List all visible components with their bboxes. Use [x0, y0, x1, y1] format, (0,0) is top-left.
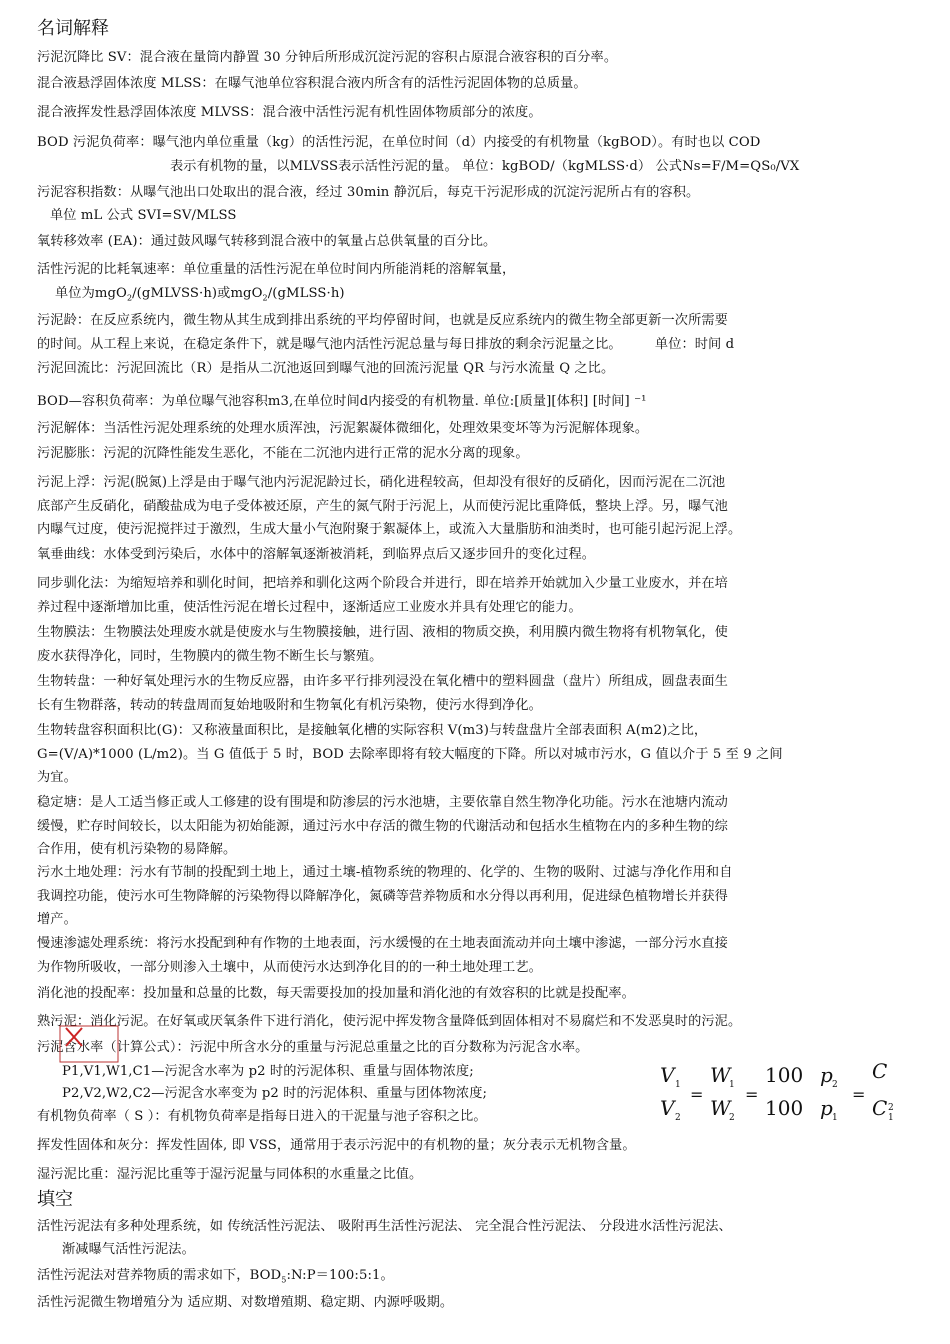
definition-slow-rate-2: 为作物所吸收，一部分则渗入土壤中，从而使污水达到净化目的的一种土地处理工艺。 [37, 960, 542, 975]
definition-return-ratio: 污泥回流比：污泥回流比（R）是指从二沉池返回到曝气池的回流污泥量 QR 与污水流量 Q 之比。 [37, 361, 615, 376]
section-heading-fill: 填空 [37, 1189, 73, 1210]
svg-text:1: 1 [888, 1113, 894, 1123]
definition-pond-1: 稳定塘：是人工适当修正或人工修建的设有围堤和防渗层的污水池塘，主要依靠自然生物净化功能。污水在池塘内流动 [37, 795, 728, 810]
svg-text:W: W [710, 1063, 731, 1087]
red-cross-mark-icon [58, 1024, 128, 1064]
svg-text:=: = [690, 1085, 704, 1104]
svg-text:100: 100 [765, 1063, 804, 1087]
unit-or: 或 [217, 286, 231, 301]
svg-text:2: 2 [675, 1113, 681, 1123]
svg-text:100: 100 [765, 1096, 804, 1120]
definition-water-content-var1: P1,V1,W1,C1—污泥含水率为 p2 时的污泥体积、重量与固体物浓度; [62, 1064, 474, 1079]
definition-bod-load: BOD 污泥负荷率：曝气池内单位重量（kg）的活性污泥，在单位时间（d）内接受的有机物量（kgBOD）。有时也以 COD [37, 135, 761, 150]
definition-rising-3: 内曝气过度，使污泥搅拌过于激烈，生成大量小气泡附聚于絮凝体上，或流入大量脂肪和油类时，也可能引起污泥上浮。 [37, 522, 742, 537]
definition-oxygen-uptake-unit: 单位为mgO$_2$/(gMLVSS·h)或mgO$_2$/(gMLSS·h) [55, 286, 345, 303]
fill-line-1-cont: 渐减曝气活性污泥法。 [62, 1242, 195, 1257]
svg-text:C: C [872, 1096, 888, 1120]
definition-biofilm-1: 生物膜法：生物膜法处理废水就是使废水与生物膜接触，进行固、液相的物质交换，利用膜内微生物将有机物氧化，使 [37, 625, 728, 640]
svg-text:V: V [660, 1063, 675, 1087]
definition-acclimation-1: 同步驯化法：为缩短培养和驯化时间，把培养和驯化这两个阶段合并进行，即在培养开始就加入少量工业废水，并在培 [37, 576, 728, 591]
svg-text:2: 2 [832, 1080, 838, 1090]
definition-ea: 氧转移效率 (EA)：通过鼓风曝气转移到混合液中的氧量占总供氧量的百分比。 [37, 234, 497, 249]
svg-text:p: p [820, 1096, 833, 1120]
definition-oxygen-uptake: 活性污泥的比耗氧速率：单位重量的活性污泥在单位时间内所能消耗的溶解氧量， [37, 262, 516, 277]
definition-digested-sludge: 熟污泥：消化污泥。在好氧或厌氧条件下进行消化，使污泥中挥发物含量降低到固体相对不易腐烂和不发恶臭时的污泥。 [37, 1014, 742, 1029]
definition-digester-ratio: 消化池的投配率：投加量和总量的比数，每天需要投加的投加量和消化池的有效容积的比就是投配率。 [37, 986, 635, 1001]
definition-disintegration: 污泥解体：当活性污泥处理系统的处理水质浑浊，污泥絮凝体微细化，处理效果变坏等为污泥解体现象。 [37, 421, 649, 436]
definition-wet-density: 湿污泥比重：湿污泥比重等于湿污泥量与同体积的水重量之比值。 [37, 1167, 423, 1182]
svg-text:1: 1 [832, 1113, 838, 1123]
definition-sludge-age: 污泥龄：在反应系统内，微生物从其生成到排出系统的平均停留时间，也就是反应系统内的微生物全部更新一次所需要 [37, 313, 728, 328]
definition-rbc-ratio-1: 生物转盘容积面积比(G)：又称液量面积比，是接触氧化槽的实际容积 V(m3)与转盘盘片全部表面积 A(m2)之比， [37, 723, 708, 738]
definition-sv: 污泥沉降比 SV：混合液在量筒内静置 30 分钟后所形成沉淀污泥的容积占原混合液容积的百分率。 [37, 50, 618, 65]
section-heading-terms: 名词解释 [37, 18, 109, 39]
definition-biofilm-2: 废水获得净化，同时，生物膜内的微生物不断生长与繁殖。 [37, 649, 383, 664]
definition-water-content-var2: P2,V2,W2,C2—污泥含水率变为 p2 时的污泥体积、重量与团体物浓度; [62, 1086, 488, 1101]
definition-rbc-ratio-2: G=(V/A)*1000 (L/m2)。当 G 值低于 5 时，BOD 去除率即将有较大幅度的下降。所以对城市污水，G 值以介于 5 至 9 之间 [37, 747, 783, 762]
definition-acclimation-2: 养过程中逐渐增加比重，使活性污泥在增长过程中，逐渐适应工业废水并具有处理它的能力。 [37, 600, 582, 615]
definition-rbc-1: 生物转盘：一种好氧处理污水的生物反应器，由许多平行排列浸没在氧化槽中的塑料圆盘（盘片）所组成，圆盘表面生 [37, 674, 728, 689]
svg-text:1: 1 [729, 1080, 735, 1090]
svg-text:p: p [820, 1063, 833, 1087]
definition-volatile-solids: 挥发性固体和灰分：挥发性固体, 即 VSS，通常用于表示污泥中的有机物的量；灰分表示无机物含量。 [37, 1138, 636, 1153]
definition-pond-2: 缓慢，贮存时间较长，以太阳能为初始能源，通过污水中存活的微生物的代谢活动和包括水生植物在内的多种生物的综 [37, 819, 728, 834]
definition-sludge-age-cont: 的时间。从工程上来说，在稳定条件下，就是曝气池内活性污泥总量与每日排放的剩余污泥量之比。 单位：时间 d [37, 337, 735, 352]
definition-mlvss: 混合液挥发性悬浮固体浓度 MLVSS：混合液中活性污泥有机性固体物质部分的浓度。 [37, 105, 542, 120]
definition-svi: 污泥容积指数：从曝气池出口处取出的混合液，经过 30min 静沉后，每克干污泥形成的沉淀污泥所占有的容积。 [37, 185, 700, 200]
fill-line-1: 活性污泥法有多种处理系统，如 传统活性污泥法、 吸附再生活性污泥法、 完全混合性污泥法、 分段进水活性污泥法、 [37, 1219, 732, 1234]
definition-water-content: 污泥含水率（计算公式）：污泥中所含水分的重量与污泥总重量之比的百分数称为污泥含水率。 [37, 1040, 589, 1055]
fill-line-2-prefix: 活性污泥法对营养物质的需求如下，BOD [37, 1268, 282, 1283]
svg-text:2: 2 [888, 1103, 894, 1113]
definition-svi-unit: 单位 mL 公式 SVI=SV/MLSS [50, 208, 237, 223]
definition-land-2: 我调控功能，使污水可生物降解的污染物得以降解净化，氮磷等营养物质和水分得以再利用，促进绿色植物增长并获得 [37, 889, 728, 904]
definition-organic-load: 有机物负荷率（ S ）：有机物负荷率是指每日进入的干泥量与池子容积之比。 [37, 1109, 487, 1124]
definition-rising-1: 污泥上浮：污泥(脱氮)上浮是由于曝气池内污泥泥龄过长，硝化进程较高，但却没有很好的反硝化，因而污泥在二沉池 [37, 475, 726, 490]
fill-line-2: 活性污泥法对营养物质的需求如下，$BOD_5:N:P=100:5:1$。 [37, 1268, 394, 1285]
svg-text:=: = [852, 1085, 866, 1104]
definition-slow-rate-1: 慢速渗滤处理系统：将污水投配到种有作物的土地表面，污水缓慢的在土地表面流动并向土壤中渗滤，一部分污水直接 [37, 936, 728, 951]
svg-text:2: 2 [729, 1113, 735, 1123]
definition-bulking: 污泥膨胀：污泥的沉降性能发生恶化，不能在二沉池内进行正常的泥水分离的现象。 [37, 446, 529, 461]
water-content-formula [660, 1060, 900, 1130]
definition-land-3: 增产。 [37, 912, 77, 927]
definition-bod-load-cont: 表示有机物的量，以MLVSS表示活性污泥的量。 单位：kgBOD/（kgMLSS·d） 公式Ns=F/M=QS₀/VX [170, 159, 800, 174]
svg-text:W: W [710, 1096, 731, 1120]
unit-prefix: 单位为 [55, 286, 95, 301]
svg-text:C: C [872, 1060, 888, 1083]
svg-text:V: V [660, 1096, 675, 1120]
definition-rbc-ratio-3: 为宜。 [37, 770, 77, 785]
definition-rbc-2: 长有生物群落，转动的转盘周而复始地吸附和生物氧化有机污染物，使污水得到净化。 [37, 698, 542, 713]
svg-text:1: 1 [675, 1080, 681, 1090]
definition-volumetric-load: BOD—容积负荷率：为单位曝气池容积m3,在单位时间d内接受的有机物量. 单位:[质量][体积] [时间] ⁻¹ [37, 394, 647, 409]
fill-line-3: 活性污泥微生物增殖分为 适应期、对数增殖期、稳定期、内源呼吸期。 [37, 1295, 454, 1310]
definition-land-1: 污水土地处理：污水有节制的投配到土地上，通过土壤-植物系统的物理的、化学的、生物的吸附、过滤与净化作用和自 [37, 865, 733, 880]
fill-line-2-suffix: :N:P＝100:5:1。 [286, 1268, 394, 1283]
definition-mlss: 混合液悬浮固体浓度 MLSS：在曝气池单位容积混合液内所含有的活性污泥固体物的总质量。 [37, 76, 587, 91]
definition-rising-2: 底部产生反硝化，硝酸盐成为电子受体被还原，产生的氮气附于污泥上，从而使污泥比重降低，整块上浮。另，曝气池 [37, 499, 728, 514]
definition-pond-3: 合作用，使有机污染物的易降解。 [37, 842, 237, 857]
definition-oxygen-sag: 氧垂曲线：水体受到污染后，水体中的溶解氧逐渐被消耗，到临界点后又逐步回升的变化过程。 [37, 547, 596, 562]
svg-text:=: = [745, 1085, 759, 1104]
